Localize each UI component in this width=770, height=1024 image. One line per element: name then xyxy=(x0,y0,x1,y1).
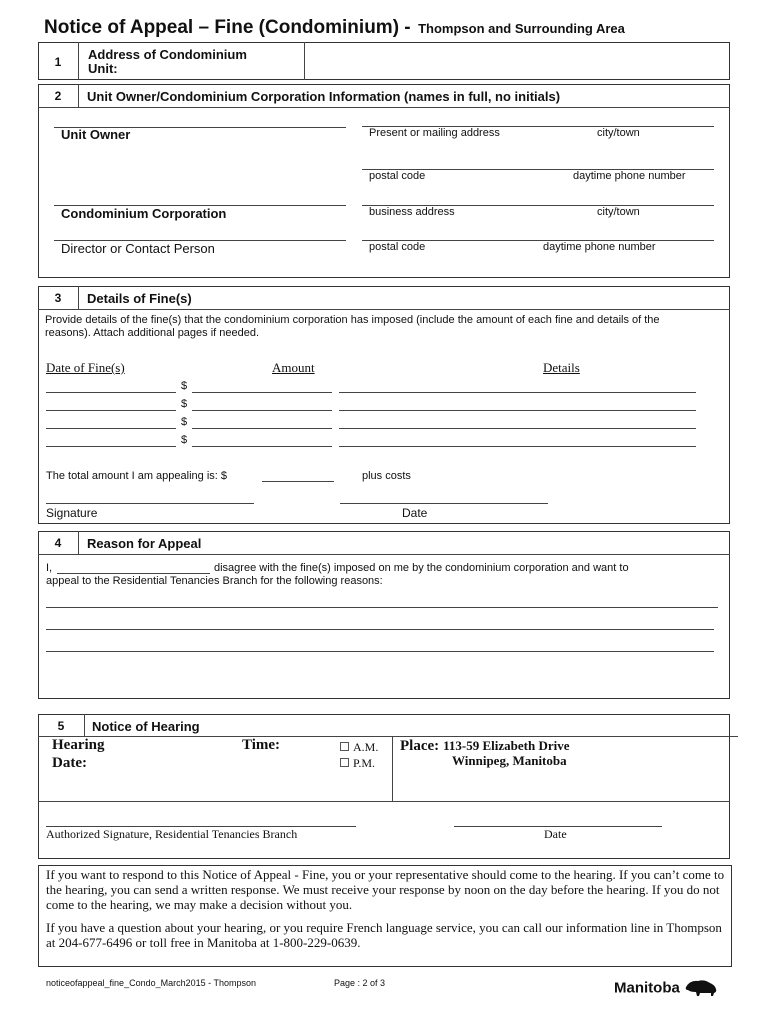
currency-symbol: $ xyxy=(181,416,188,428)
place-label: Place: xyxy=(400,738,440,754)
signature-line[interactable] xyxy=(46,503,254,504)
fine-row xyxy=(46,416,698,430)
condo-address-field[interactable] xyxy=(306,44,728,78)
section-1-label-line1: Address of Condominium xyxy=(88,47,247,62)
section-1-label-line2: Unit: xyxy=(88,61,118,76)
manitoba-logo xyxy=(614,978,718,998)
pm-label: P.M. xyxy=(353,756,376,770)
pm-checkbox[interactable] xyxy=(340,758,349,767)
date-label: Date xyxy=(402,506,428,520)
appeal-statement-i: I, xyxy=(46,562,53,574)
page-title xyxy=(44,17,625,39)
time-label: Time: xyxy=(242,737,281,753)
postal-code-label-2: postal code xyxy=(369,241,426,253)
bison-icon xyxy=(684,978,718,998)
col-date-header: Date of Fine(s) xyxy=(46,360,125,375)
appeal-statement-line2: appeal to the Residential Tenancies Branch for the following reasons: xyxy=(46,575,383,587)
director-label: Director or Contact Person xyxy=(61,241,215,256)
auth-date-label: Date xyxy=(544,827,567,841)
unit-owner-label: Unit Owner xyxy=(61,127,131,142)
section-5-heading: Notice of Hearing xyxy=(92,719,200,734)
present-address-label: Present or mailing address xyxy=(369,127,500,139)
currency-symbol: $ xyxy=(181,380,188,392)
am-label: A.M. xyxy=(353,740,379,754)
section-4-heading: Reason for Appeal xyxy=(87,536,202,551)
total-amount-label: The total amount I am appealing is: $ xyxy=(46,470,227,482)
reason-line[interactable] xyxy=(46,607,718,608)
section-1-label xyxy=(88,48,247,76)
fine-row xyxy=(46,380,698,394)
plus-costs-label: plus costs xyxy=(362,470,411,482)
title-area: Thompson and Surrounding Area xyxy=(418,21,625,36)
section-5-number: 5 xyxy=(57,719,65,733)
fine-row xyxy=(46,398,698,412)
auth-signature-label: Authorized Signature, Residential Tenancies Branch xyxy=(46,827,298,841)
hearing-date-label: Date: xyxy=(52,755,87,771)
fines-instructions: Provide details of the fine(s) that the condominium corporation has imposed (include the amount of each fine and details of the reasons). Attach additional pages if needed. xyxy=(45,314,660,339)
condo-corporation-label: Condominium Corporation xyxy=(61,206,227,221)
section-3-heading: Details of Fine(s) xyxy=(87,291,192,306)
place-address-line1: 113-59 Elizabeth Drive xyxy=(443,738,570,753)
appeal-statement: disagree with the fine(s) imposed on me by the condominium corporation and want to xyxy=(214,562,629,574)
section-4-box xyxy=(38,531,730,699)
unit-owner-field[interactable] xyxy=(54,142,346,198)
section-1-number: 1 xyxy=(54,55,62,69)
section-3-number: 3 xyxy=(54,291,62,305)
pm-option[interactable] xyxy=(340,756,375,771)
section-2-heading: Unit Owner/Condominium Corporation Information (names in full, no initials) xyxy=(87,89,561,104)
signature-label: Signature xyxy=(46,506,98,520)
daytime-phone-label-2: daytime phone number xyxy=(543,241,656,253)
place-address-line2: Winnipeg, Manitoba xyxy=(452,753,567,768)
postal-code-label-1: postal code xyxy=(369,170,426,182)
city-town-label-1: city/town xyxy=(597,127,640,139)
info-paragraph-1: If you want to respond to this Notice of Appeal - Fine, you or your representative should come to the hearing. If you can’t come to the hearing, you can send a written response. We must receive your response by noon on the day before the hearing. If you do not come to the hearing, we may make a decision without you. xyxy=(46,867,725,912)
am-checkbox[interactable] xyxy=(340,742,349,751)
daytime-phone-label-1: daytime phone number xyxy=(573,170,686,182)
footer-page-number: Page : 2 of 3 xyxy=(334,978,386,988)
total-amount-field[interactable] xyxy=(262,481,334,482)
currency-symbol: $ xyxy=(181,398,188,410)
date-line[interactable] xyxy=(340,503,548,504)
col-amount-header: Amount xyxy=(272,360,315,375)
fine-row xyxy=(46,434,698,448)
reason-line[interactable] xyxy=(46,651,714,652)
city-town-label-2: city/town xyxy=(597,206,640,218)
am-option[interactable] xyxy=(340,740,378,755)
currency-symbol: $ xyxy=(181,434,188,446)
appellant-name-field[interactable] xyxy=(57,573,210,574)
business-address-label: business address xyxy=(369,206,455,218)
title-text: Notice of Appeal – Fine (Condominium) - xyxy=(44,17,411,38)
info-paragraph-2: If you have a question about your hearing, or you require French language service, you can call our information line in Thompson at 204-677-6496 or toll free in Manitoba at 1-800-229-0639. xyxy=(46,920,722,950)
reason-line[interactable] xyxy=(46,629,714,630)
section-4-number: 4 xyxy=(54,536,62,550)
col-details-header: Details xyxy=(543,360,580,375)
section-2-number: 2 xyxy=(54,89,62,103)
hearing-label: Hearing xyxy=(52,737,105,753)
manitoba-logo-text: Manitoba xyxy=(614,979,680,997)
footer-filename: noticeofappeal_fine_Condo_March2015 - Thompson xyxy=(46,978,256,988)
